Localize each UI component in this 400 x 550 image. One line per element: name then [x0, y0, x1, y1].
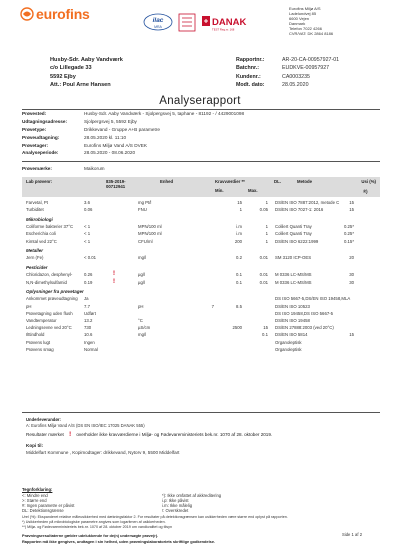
- col-sample-id: 835-2019-00712941: [106, 179, 126, 189]
- sample-info-label: Prøvetager:: [22, 142, 49, 148]
- legend-item: DL: Detektionsgrænse: [22, 508, 64, 513]
- legend-note-2: *) Usikkerheden på mikrobiologiske parametre angives som logaritmen af usikkerheden.: [22, 520, 166, 524]
- cell-unit: pH: [138, 303, 144, 309]
- flag-icon: !: [69, 432, 72, 438]
- report-title: Analyserapport: [159, 95, 241, 107]
- page-number: Side 1 af 2: [342, 532, 363, 537]
- cell-max: 15: [237, 200, 242, 205]
- cell-method: SM 3120 ICP-OES: [275, 255, 312, 261]
- cell-unit: µS/cm: [138, 325, 151, 331]
- cell-dl: 1: [265, 200, 268, 205]
- cell-dl: 1: [265, 224, 268, 230]
- legend-note-1: Urel (%): Ekspanderet relative måleusikkerhed med dækningsfaktor 2. For resultater på detektionsgrænsen kan usikkerheden være større end oplyst på rapporten.: [22, 515, 288, 519]
- col-dl: DL.: [274, 179, 281, 184]
- meta-value: 28.05.2020: [282, 81, 309, 88]
- cell-max: 2500: [232, 325, 242, 331]
- kopi-text: Middelfart Kommune , Kopimodtager: drikkevand, Nytorv 9, 5500 Middelfart: [26, 450, 180, 455]
- cell-value: 13.2: [84, 318, 93, 323]
- cell-method: Organoleptisk: [275, 346, 302, 352]
- cell-name: N,N-dimethylsulfamid: [26, 279, 67, 285]
- result-note-post: overholder ikke kravværdierne i Miljø- og Fødevareministeriets bek.nr. 1070 af 28. oktober 2019.: [76, 432, 273, 437]
- cell-max: 0.1: [236, 279, 242, 285]
- cell-name: Ledningsevne ved 20°C: [26, 325, 72, 331]
- cell-name: Prøvetagning uden flush: [26, 310, 73, 316]
- cell-dl: 1: [265, 238, 268, 244]
- cell-dl: 15: [263, 325, 268, 331]
- cell-value: < 0.01: [84, 255, 97, 261]
- cell-unit: mg/l: [138, 255, 147, 261]
- divider: [22, 412, 380, 413]
- result-note-pre: Resultater mærket: [26, 432, 64, 437]
- cell-name: Turbiditet: [26, 207, 44, 213]
- cell-max: i.m: [236, 224, 242, 230]
- cell-unit: °C: [138, 318, 143, 323]
- cell-max: 8.5: [236, 303, 242, 309]
- company-line: CVR/VAT: DK 2864 8186: [289, 31, 334, 36]
- cell-name: Kimtal ved 22°C: [26, 238, 57, 244]
- cell-value: < 1: [84, 238, 91, 244]
- cell-unit: MPN/100 ml: [138, 231, 162, 237]
- underleverandor-title: Underleverandør:: [26, 417, 61, 422]
- cell-method: DS/EN ISO 19458: [275, 318, 310, 323]
- cell-name: Farvetal, Pt: [26, 200, 48, 205]
- svg-text:ilac: ilac: [152, 17, 164, 24]
- cell-u: 20: [349, 255, 354, 261]
- company-line: Ladelundvej 85: [289, 11, 317, 16]
- cell-name: Ilttindhold: [26, 332, 45, 338]
- provemaerke-value: Maikorum: [84, 166, 105, 171]
- col-lab: Lab prøvenr:: [26, 179, 53, 184]
- section-title: Metaller: [26, 248, 44, 254]
- cell-value: 10.6: [84, 332, 93, 338]
- cell-max: 200: [234, 238, 242, 244]
- cell-value: Udført: [84, 310, 96, 316]
- result-note: [26, 432, 272, 439]
- cell-method: M 0336 LC-MS/MS: [275, 279, 312, 285]
- col-method: Metode: [297, 179, 313, 184]
- cell-value: 0.06: [84, 207, 93, 213]
- col-unit: Enhed: [160, 179, 174, 184]
- eurofins-logo-text: eurofins: [36, 6, 90, 22]
- cell-u: 30: [349, 272, 354, 278]
- cell-value: < 1: [84, 224, 91, 230]
- meta-label: Batchnr.:: [236, 65, 259, 72]
- cell-value: 0.26: [84, 272, 93, 278]
- col-krav: Kravværdier **: [215, 179, 245, 184]
- cell-value: < 1: [84, 231, 91, 237]
- meta-value: CA0003235: [282, 73, 310, 80]
- cell-dl: 0.05: [259, 207, 268, 213]
- sample-info-value: Husby-Sdr. Aaby Vandværk - Sjolpergsvej 5, taphane - 81192 - / 4429001098: [84, 111, 245, 117]
- cell-method: DS/EN ISO 10523: [275, 303, 310, 309]
- cell-min: 7: [211, 303, 214, 309]
- legend-item: #: Ingen parametre er påvist: [22, 503, 75, 508]
- cell-unit: µg/l: [138, 272, 146, 278]
- cell-dl: 1: [265, 231, 268, 237]
- section-title: Oplysninger fra prøvetager: [26, 289, 84, 295]
- legend-title: Tegnforklaring:: [22, 487, 53, 492]
- sample-info-label: Analyseperiode:: [22, 150, 59, 156]
- section-title: Pesticider: [26, 265, 48, 271]
- cell-method: DS/EN ISO 7027-1: 2016: [275, 207, 324, 213]
- sample-info-label: Udtagningsadresse:: [22, 119, 68, 125]
- cell-name: Ankommet prøveudtagning: [26, 296, 78, 302]
- meta-label: Kundenr.:: [236, 73, 261, 80]
- cell-value: 730: [84, 325, 92, 331]
- cell-u: 30: [349, 279, 354, 285]
- company-line: Telefon 7022 4266: [289, 26, 322, 31]
- cell-method: DS/EN ISO 7887:2012, metode C: [275, 200, 340, 205]
- cell-u: 0.15*: [343, 238, 354, 244]
- meta-value: AR-20-CA-00957927-01: [282, 57, 340, 63]
- cell-name: pH: [26, 303, 32, 309]
- legend-item: !: Overskredet: [162, 508, 189, 513]
- legend-item: <: Mindre end: [22, 493, 48, 498]
- cell-name: Prøvens lugt: [26, 339, 51, 345]
- cell-name: Chloridazon, desphenyl-: [26, 272, 73, 278]
- provemaerke-label: Prøvemærke:: [22, 166, 52, 171]
- addressee-line: Att.: Poul Arne Hansen: [50, 81, 111, 88]
- cell-value: Normal: [84, 346, 98, 352]
- cell-unit: CFU/ml: [138, 238, 153, 244]
- sample-info-label: Prøvetype:: [22, 126, 47, 132]
- company-line: 6600 Vejen: [289, 16, 310, 21]
- cell-method: DS ISO 5667-5,DS/EN ISO 19458,MLA: [275, 296, 351, 302]
- cell-dl: 0.01: [259, 279, 268, 285]
- kopi-title: Kopi til:: [26, 443, 44, 448]
- legend-right: [162, 493, 221, 513]
- col-uncert: Usi (%): [361, 179, 376, 184]
- cell-method: DS ISO 19458,DS ISO 5667-5: [275, 310, 334, 316]
- section-title: Mikrobiologi: [26, 216, 53, 222]
- cell-u: 0.25*: [343, 224, 354, 230]
- cell-unit: mg/l: [138, 332, 147, 338]
- legend-left: [22, 493, 74, 513]
- footer-line-1: Prøvningsresultaterne gælder udelukkende for de(n) undersøgte prøve(r).: [22, 533, 159, 538]
- cell-method: DS/EN ISO 5814: [275, 332, 308, 338]
- cell-dl: 0.01: [259, 272, 268, 278]
- cell-dl: 0.1: [262, 332, 268, 338]
- exceedance-flag-icon: !: [113, 271, 115, 278]
- cell-u: 15: [349, 332, 354, 338]
- col-max: Max.: [248, 188, 258, 193]
- company-line: Danmark: [289, 21, 306, 26]
- cell-u: 15: [349, 207, 354, 213]
- cell-method: Organoleptisk: [275, 339, 302, 345]
- cell-unit: mg Pt/l: [138, 200, 152, 205]
- cell-method: DS/EN 27888:2003 (ved 20°C): [275, 325, 334, 331]
- meta-label: Modt. dato:: [236, 81, 265, 88]
- cell-max: 1: [239, 207, 242, 213]
- exceedance-flag-icon: !: [113, 278, 115, 285]
- sample-info-value: Sjolpergsvej 5, 5592 Ejby: [84, 119, 137, 125]
- footer-line-2: Rapporten må ikke gengives, undtagen i sin helhed, uden prøvningslaboratoriets skriftlige godkendelse.: [22, 539, 216, 544]
- addressee-line: c/o Lillegade 33: [50, 65, 92, 72]
- underleverandor-text: A: Eurofins Miljø Vand A/S (DS EN ISO/IEC 17025 DANAK 555): [26, 423, 145, 428]
- legend-item: *): Ikke omfattet af akkreditering: [162, 493, 222, 498]
- svg-text:TEST Reg.nr. 168: TEST Reg.nr. 168: [212, 27, 235, 32]
- sample-info-label: Prøvested:: [22, 111, 47, 117]
- sample-info-value: Eurofins Miljø Vand A/S DVEK: [84, 142, 147, 148]
- cell-value: 3.6: [84, 200, 90, 205]
- cell-name: Coliforme bakterier 37°C: [26, 224, 74, 230]
- col-min: Min.: [215, 188, 224, 193]
- cell-name: Jern (Fe): [26, 255, 44, 261]
- cell-name: Vandtemperatur: [26, 318, 57, 323]
- cell-method: Colilert Quanti Tray: [275, 231, 312, 237]
- cell-name: Escherichia coli: [26, 231, 56, 237]
- sample-info-label: Prøveudtagning:: [22, 134, 60, 140]
- addressee-line: 5592 Ejby: [50, 73, 76, 80]
- cell-max: 0.2: [236, 255, 242, 261]
- cell-value: Ja: [84, 296, 89, 302]
- cell-u: 15: [349, 200, 354, 205]
- cell-max: i.m: [236, 231, 242, 237]
- cell-value: 0.19: [84, 279, 93, 285]
- sample-info-value: 28.05.2020 - 08.06.2020: [84, 150, 136, 156]
- addressee-line: Husby-Sdr. Aaby Vandværk: [50, 57, 123, 63]
- svg-text:DANAK: DANAK: [212, 17, 247, 28]
- legend-item: i.p: Ikke påvist: [162, 498, 189, 503]
- cell-method: M 0336 LC-MS/MS: [275, 272, 312, 278]
- cell-value: Ingen: [84, 339, 95, 345]
- legend-item: i.m: Ikke målelig: [162, 503, 193, 508]
- cell-max: 0.1: [236, 272, 242, 278]
- sample-info-value: 28.05.2020 kl. 11:10: [84, 134, 127, 140]
- cell-value: 7.7: [84, 303, 90, 309]
- cell-method: Colilert Quanti Tray: [275, 224, 312, 230]
- company-line: Eurofins Miljø A/S: [289, 6, 321, 11]
- cell-name: Prøvens smag: [26, 346, 54, 352]
- cell-method: DS/EN ISO 6222:1999: [275, 238, 319, 244]
- cell-unit: µg/l: [138, 279, 146, 285]
- meta-value: EUDKVE-00957927: [282, 65, 330, 72]
- cell-unit: MPN/100 ml: [138, 224, 162, 230]
- sample-info-value: Drikkevand - Gruppe A+B parametre: [84, 126, 160, 132]
- cell-dl: 0.01: [259, 255, 268, 261]
- legend-item: >: Større end: [22, 498, 47, 503]
- legend-note-3: **) Miljø- og Fødevareministeriets bek.nr. 1070 af 28. oktober 2019 om vandkvalitet og tilsyn: [22, 525, 173, 529]
- col-uncert-flag: ®): [363, 189, 368, 194]
- svg-text:MRA: MRA: [154, 25, 162, 29]
- meta-label: Rapportnr.:: [236, 57, 265, 63]
- cell-u: 0.25*: [343, 231, 354, 237]
- cell-unit: FNU: [138, 207, 147, 213]
